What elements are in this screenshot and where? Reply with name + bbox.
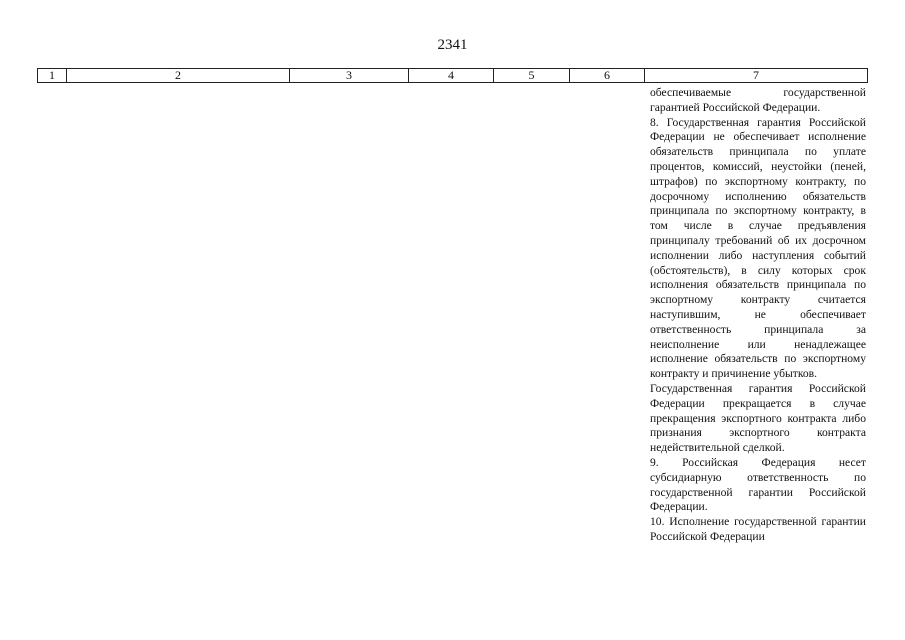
column-header-1: 1 bbox=[38, 69, 67, 82]
column-header-7: 7 bbox=[753, 68, 759, 82]
column-header-3: 3 bbox=[290, 69, 409, 82]
column-header-2: 2 bbox=[67, 69, 290, 82]
paragraph-item-10: 10. Исполнение государственной гарантии Российской Федерации bbox=[650, 515, 866, 543]
paragraph-continuation: обеспечиваемые государственной гарантией Российской Федерации. bbox=[650, 86, 866, 114]
column-header-4: 4 bbox=[409, 69, 494, 82]
column-header-6: 6 bbox=[570, 69, 645, 82]
page-number: 2341 bbox=[437, 37, 468, 53]
paragraph-guarantee-termination: Государственная гарантия Российской Федерации прекращается в случае прекращения экспортного контракта либо признания экспортного контракта недействительной сделкой. bbox=[650, 381, 866, 455]
paragraph-item-9: 9. Российская Федерация несет субсидиарную ответственность по государственной гарантии Российской Федерации. bbox=[650, 455, 866, 514]
table-header-row bbox=[37, 68, 868, 83]
column-7-content bbox=[650, 86, 866, 545]
paragraph-item-8: 8. Государственная гарантия Российской Федерации не обеспечивает исполнение обязательств принципала по уплате процентов, комиссий, неустойки (пеней, штрафов) по экспортному контракту, по досрочному исполнению обязательств принципала по экспортному контракту, в том числе в случае предъявления принципалу требований об их досрочном исполнении либо наступления событий (обстоятельств), в силу которых срок исполнения обязательств принципала по экспортному контракту считается наступившим, не обеспечивает ответственность принципала за неисполнение или ненадлежащее исполнение обязательств по экспортному контракту и причинение убытков. bbox=[650, 115, 866, 381]
column-header-5: 5 bbox=[494, 69, 570, 82]
